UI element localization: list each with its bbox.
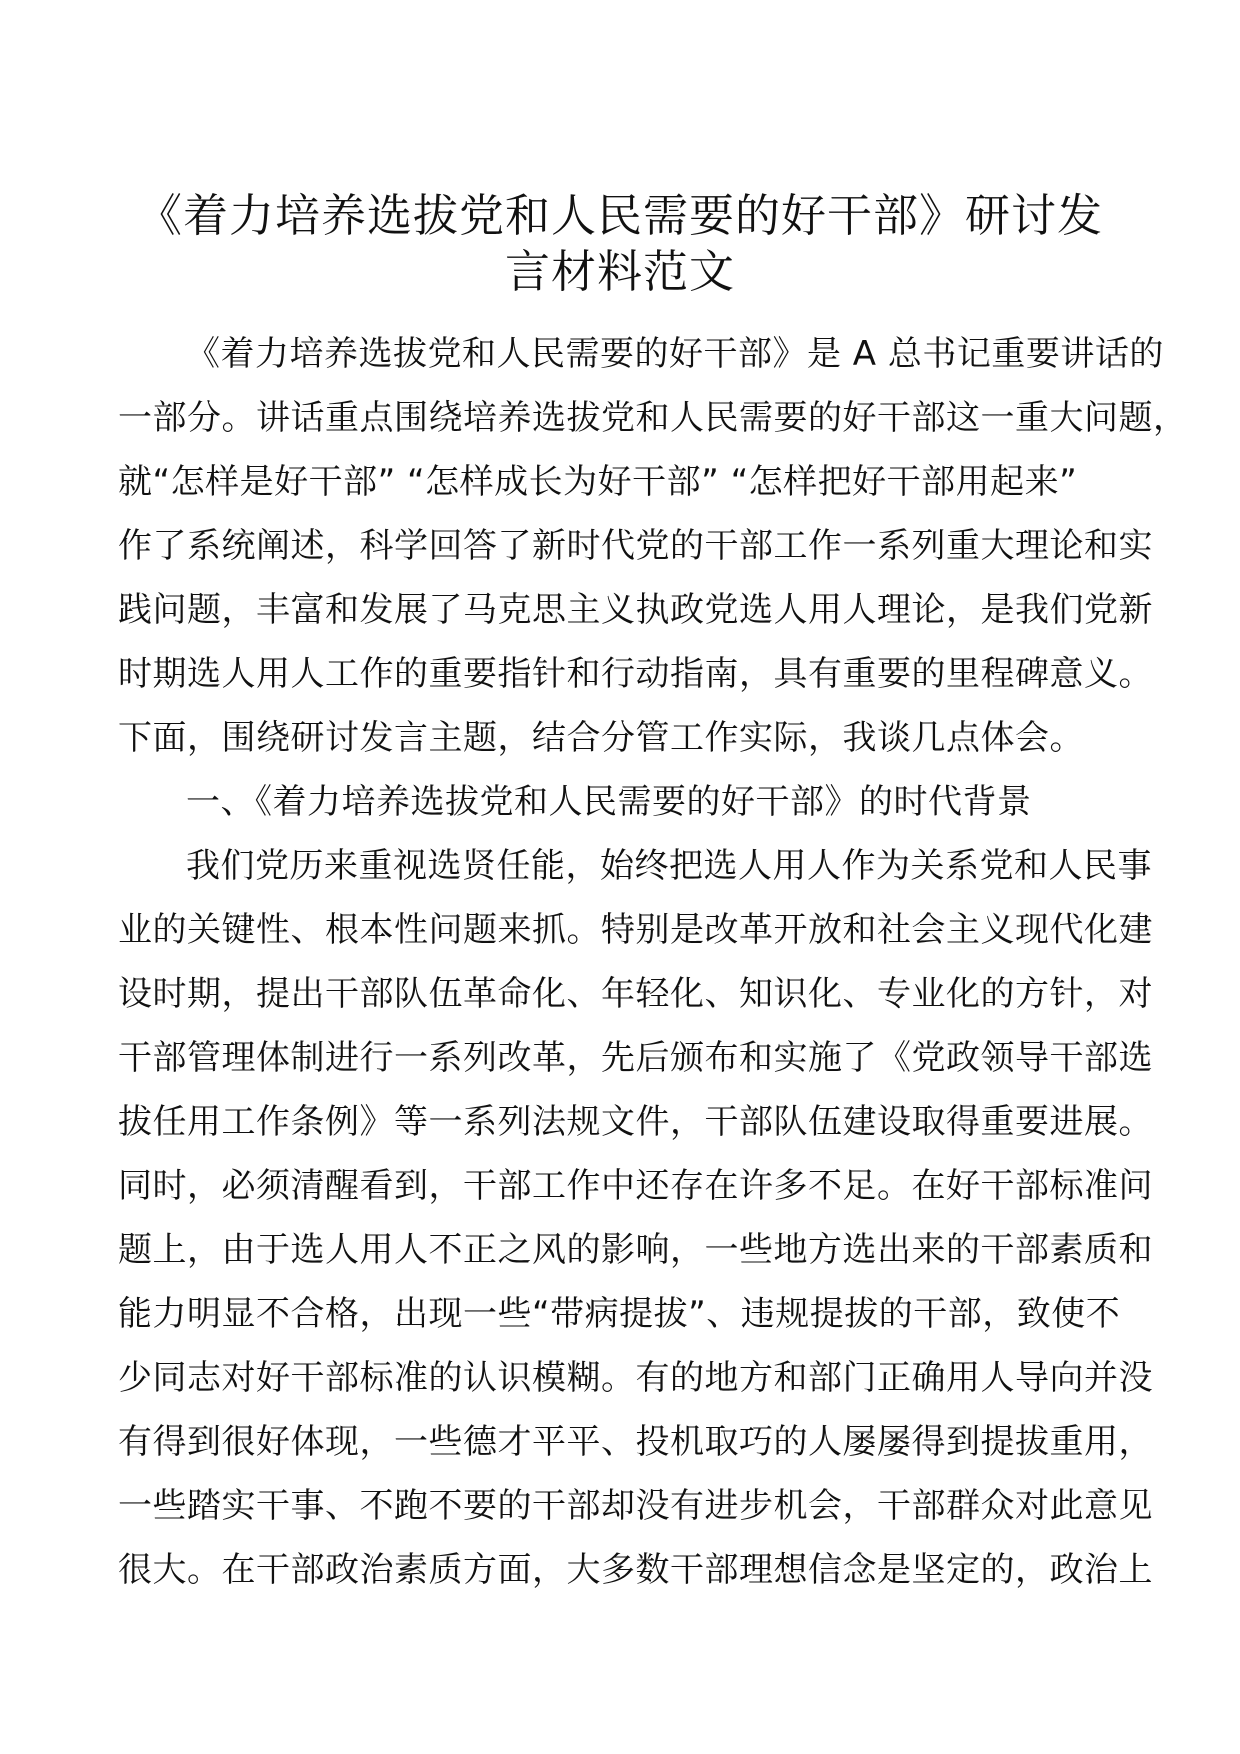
text-line: 就“怎样是好干部” “怎样成长为好干部” “怎样把好干部用起来” [118,462,1078,502]
text-line: 《着力培养选拔党和人民需要的好干部》是 A 总书记重要讲话的 [186,334,1164,374]
text-line: 干部管理体制进行一系列改革，先后颁布和实施了《党政领导干部选 [118,1038,1153,1078]
text-line: 一部分。讲话重点围绕培养选拔党和人民需要的好干部这一重大问题， [118,398,1188,438]
text-line: 业的关键性、根本性问题来抓。特别是改革开放和社会主义现代化建 [118,910,1153,950]
document-body [118,322,1188,1602]
title-line: 言材料范文 [504,245,735,298]
text-line: 我们党历来重视选贤任能，始终把选人用人作为关系党和人民事 [186,846,1152,886]
text-line: 能力明显不合格，出现一些“带病提拔”、违规提拔的干部，致使不 [118,1294,1121,1334]
text-line: 少同志对好干部标准的认识模糊。有的地方和部门正确用人导向并没 [118,1358,1153,1398]
document-title [120,188,1120,300]
text-line: 一、《着力培养选拔党和人民需要的好干部》的时代背景 [186,782,1032,822]
text-line: 下面，围绕研讨发言主题，结合分管工作实际，我谈几点体会。 [118,718,1084,758]
text-line: 作了系统阐述，科学回答了新时代党的干部工作一系列重大理论和实 [118,526,1153,566]
text-line: 拔任用工作条例》等一系列法规文件，干部队伍建设取得重要进展。 [118,1102,1153,1142]
text-line: 有得到很好体现，一些德才平平、投机取巧的人屡屡得到提拔重用， [118,1422,1153,1462]
text-line: 一些踏实干事、不跑不要的干部却没有进步机会，干部群众对此意见 [118,1486,1153,1526]
text-line: 很大。在干部政治素质方面，大多数干部理想信念是坚定的，政治上 [118,1550,1153,1590]
text-line: 时期选人用人工作的重要指针和行动指南，具有重要的里程碑意义。 [118,654,1153,694]
text-line: 题上，由于选人用人不正之风的影响，一些地方选出来的干部素质和 [118,1230,1153,1270]
text-line: 同时，必须清醒看到，干部工作中还存在许多不足。在好干部标准问 [118,1166,1153,1206]
text-line: 践问题，丰富和发展了马克思主义执政党选人用人理论，是我们党新 [118,590,1153,630]
text-line: 设时期，提出干部队伍革命化、年轻化、知识化、专业化的方针，对 [118,974,1153,1014]
title-line: 《着力培养选拔党和人民需要的好干部》研讨发 [136,189,1103,242]
